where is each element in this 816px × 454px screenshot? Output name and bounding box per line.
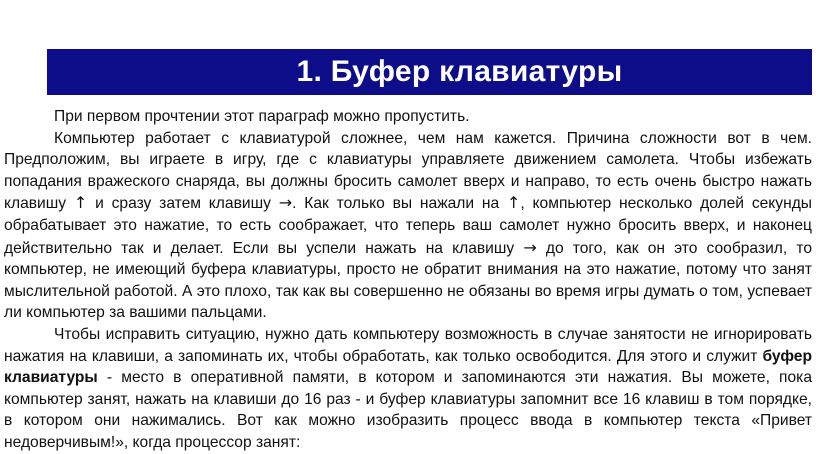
arrow-up-icon: ↑ [73,193,88,213]
paragraph-2-part-2: и сразу затем клавишу [87,195,279,213]
section-title-bar [47,49,812,95]
body-text [4,106,812,454]
section-title: 1. Буфер клавиатуры [296,55,623,88]
arrow-up-icon: ↑ [507,193,521,213]
paragraph-3 [4,324,812,454]
term-keyboard-buffer: буфер клавиатуры [4,347,812,387]
paragraph-3-part-1: Чтобы исправить ситуацию, нужно дать компьютеру возможность в случае занятости не игнорировать нажатия на клавиши, а запоминать их, чтобы обработать, как только освободится. Для этого и служит [4,325,812,365]
arrow-right-icon: → [278,193,293,213]
arrow-right-icon: → [523,237,537,257]
paragraph-2-part-5: до того, как он это сообразил, то компьютер, не имеющий буфера клавиатуры, просто не обратит внимания на это нажатие, потому что занят мыслительной работой. А это плохо, так как вы совершенно не обязаны во время игры думать о том, успевает ли компьютер за вашими пальцами. [4,239,812,322]
paragraph-2-part-1: Компьютер работает с клавиатурой сложнее, чем нам кажется. Причина сложности вот в чем. Предположим, вы играете в игру, где с клавиатуры управляете движением самолета. Чтобы избежать попадания вражеского снаряда, вы должны бросить самолет вверх и направо, то есть очень быстро нажать клавишу [4,129,812,213]
paragraph-2-part-3: . Как только вы нажали на [292,195,508,213]
paragraph-3-part-2: - место в оперативной памяти, в котором и запоминаются эти нажатия. Вы можете, пока компьютер занят, нажать на клавиши до 16 раз - и буфер клавиатуры запомнит все 16 клавиш в том порядке, в котором они нажимались. Вот как можно изобразить процесс ввода в компьютер текста «Привет недоверчивым!», когда процессор занят: [4,369,812,451]
paragraph-1: При первом прочтении этот параграф можно пропустить. [54,108,470,125]
paragraph-2-part-4: , компьютер несколько долей секунды обрабатывает это нажатие, то есть соображает, что теперь ваш самолет нужно бросить вверх, и наконец действительно так и делает. Если вы успели нажать на клавишу [4,195,812,257]
paragraph-2 [4,128,812,324]
